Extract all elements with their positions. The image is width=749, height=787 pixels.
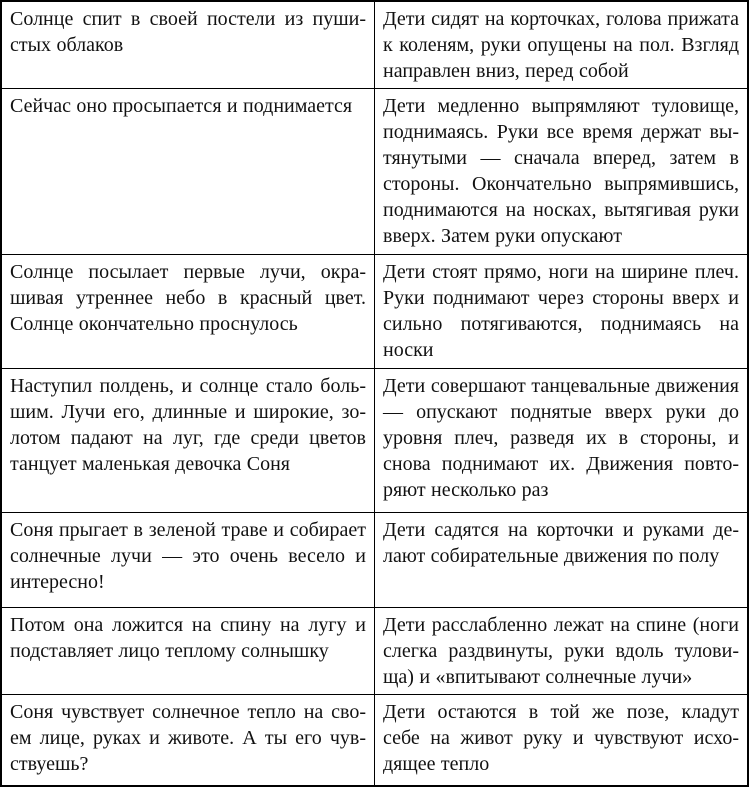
story-cell: Сейчас оно просыпается и поднимается: [1, 89, 375, 255]
action-cell: Дети медленно выпрямляют туловище, поднимаясь. Руки все время держат вытянутыми — сначала вперед, затем в стороны. Окончательно выпрямившись, поднимаются на носках, вытягивая руки вверх. Затем руки опускают: [375, 89, 749, 255]
action-cell: Дети садятся на корточки и руками делают собирательные движения по полу: [375, 513, 749, 607]
table-row: [1, 89, 748, 255]
table-row: [1, 255, 748, 369]
story-cell: Потом она ложится на спину на лугу и подставляет лицо теплому солнышку: [1, 607, 375, 694]
story-cell: Наступил полдень, и солнце стало большим. Лучи его, длинные и широкие, золотом падают на луг, где среди цветов танцует маленькая девочка Соня: [1, 368, 375, 513]
action-cell: Дети совершают танцевальные движения — опускают поднятые вверх руки до уровня плеч, разведя их в стороны, и снова поднимают их. Движения повторяют несколько раз: [375, 368, 749, 513]
table-row: [1, 695, 748, 786]
action-cell: Дети расслабленно лежат на спине (ноги слегка раздвинуты, руки вдоль туловища) и «впитывают солнечные лучи»: [375, 607, 749, 694]
action-cell: Дети стоят прямо, ноги на ширине плеч. Руки поднимают через стороны вверх и сильно потягиваются, поднимаясь на носки: [375, 255, 749, 369]
story-cell: Соня чувствует солнечное тепло на своем лице, руках и животе. А ты его чувствуешь?: [1, 695, 375, 786]
table-row: [1, 513, 748, 607]
exercise-table-body: [1, 1, 748, 786]
story-cell: Солнце посылает первые лучи, окрашивая утреннее небо в красный цвет. Солнце окончательно проснулось: [1, 255, 375, 369]
table-row: [1, 607, 748, 694]
action-cell: Дети сидят на корточках, голова прижата к коленям, руки опущены на пол. Взгляд направлен вниз, перед собой: [375, 1, 749, 89]
story-cell: Солнце спит в своей постели из пушистых облаков: [1, 1, 375, 89]
story-cell: Соня прыгает в зеленой траве и собирает солнечные лучи — это очень весело и интересно!: [1, 513, 375, 607]
table-row: [1, 368, 748, 513]
table-row: [1, 1, 748, 89]
action-cell: Дети остаются в той же позе, кладут себе на живот руку и чувствуют исходящее тепло: [375, 695, 749, 786]
